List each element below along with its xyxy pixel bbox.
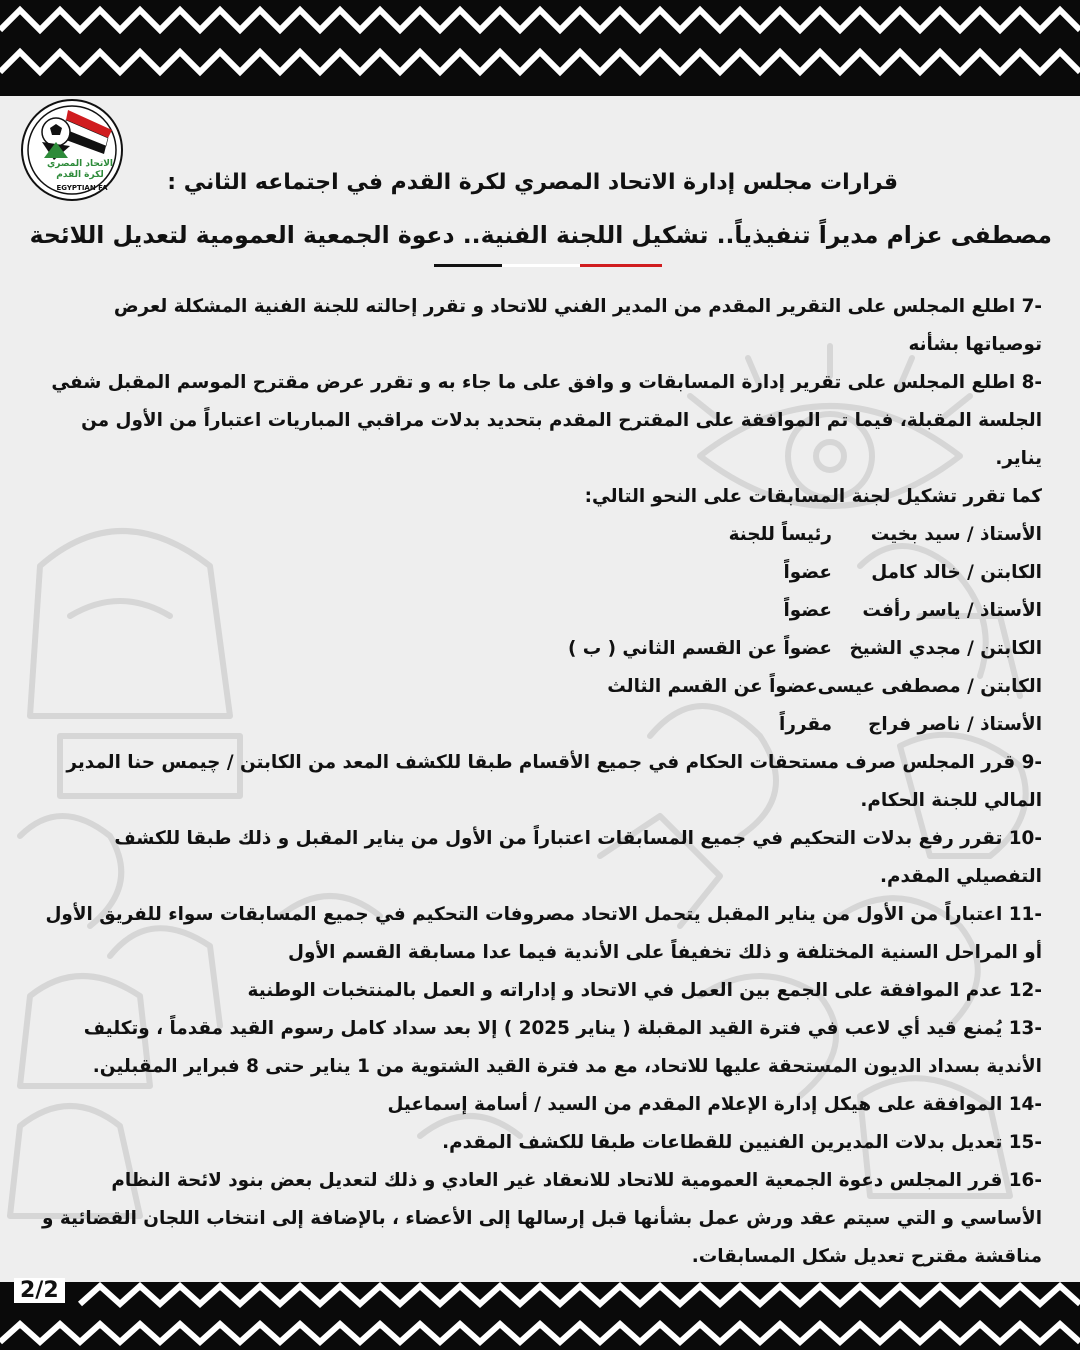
- page-title: قرارات مجلس إدارة الاتحاد المصري لكرة القدم في اجتماعه الثاني :: [167, 170, 898, 195]
- logo-text-line1: الاتحاد المصري: [47, 159, 113, 169]
- member-role: رئيساً للجنة: [728, 524, 832, 545]
- headline: مصطفى عزام مديراً تنفيذياً.. تشكيل اللجنة الفنية.. دعوة الجمعية العمومية لتعديل اللائحة: [29, 221, 1052, 249]
- decision-item-12: -12 عدم الموافقة على الجمع بين العمل في الاتحاد و إداراته و العمل بالمنتخبات الوطنية: [247, 980, 1042, 1001]
- logo-text-english: EGYPTIAN FA: [56, 184, 108, 192]
- decisions-list: [34, 288, 1042, 1276]
- logo-text-line2: لكرة القدم: [56, 170, 104, 180]
- member-name: الكابتن / مصطفى عيسى: [817, 676, 1042, 697]
- member-name: الأستاذ / سيد بخيت: [870, 524, 1042, 545]
- page-indicator: 2/2: [14, 1278, 65, 1303]
- decision-item-16: -16 قرر المجلس دعوة الجمعية العمومية للاتحاد للانعقاد غير العادي و ذلك لتعديل بعض بنود لائحة النظام الأساسي و التي سيتم عقد ورش عمل بشأنها قبل إرسالها إلى الأعضاء ، بالإضافة إلى انتخاب اللجان القضائية و مناقشة مقترح تعديل شكل المسابقات.: [42, 1170, 1042, 1267]
- decision-item-13: -13 يُمنع قيد أي لاعب في فترة القيد المقبلة ( يناير 2025 ) إلا بعد سداد كامل رسوم القيد مقدماً ، وتكليف الأندية بسداد الديون المستحقة عليها للاتحاد، مع مد فترة القيد الشتوية من 1 يناير حتى 8 فبراير المقبلين.: [83, 1018, 1042, 1077]
- flag-divider-red: [580, 264, 662, 267]
- committee-member: [34, 630, 1042, 668]
- member-role: عضواً عن القسم الثاني ( ب ): [567, 638, 832, 659]
- decision-item-8: -8 اطلع المجلس على تقرير إدارة المسابقات و وافق على ما جاء به و تقرر عرض مقترح الموسم المقبل شفي الجلسة المقبلة، فيما تم الموافقة على المقترح المقدم بتحديد بدلات مراقبي المباريات اعتباراً من الأول من يناير.: [51, 372, 1042, 469]
- member-role: مقرراً: [779, 714, 832, 735]
- member-role: عضواً عن القسم الثالث: [607, 676, 818, 697]
- decision-item-11: -11 اعتباراً من الأول من يناير المقبل يتحمل الاتحاد مصروفات التحكيم في جميع المسابقات سواء للفريق الأول أو المراحل السنية المختلفة و ذلك تخفيفاً على الأندية فيما عدا مسابقة القسم الأول: [45, 904, 1042, 963]
- member-name: الأستاذ / ناصر فراج: [868, 714, 1042, 735]
- decision-item-15: -15 تعديل بدلات المديرين الفنيين للقطاعات طبقا للكشف المقدم.: [442, 1132, 1042, 1153]
- decision-item-14: -14 الموافقة على هيكل إدارة الإعلام المقدم من السيد / أسامة إسماعيل: [387, 1094, 1042, 1115]
- member-name: الأستاذ / ياسر رأفت: [862, 600, 1042, 621]
- egyptian-fa-logo: [20, 98, 124, 202]
- committee-member: [34, 668, 1042, 706]
- committee-member: [34, 554, 1042, 592]
- top-zigzag-band: [0, 0, 1080, 96]
- member-role: عضواً: [783, 562, 832, 583]
- committee-member: [34, 516, 1042, 554]
- committee-member: [34, 592, 1042, 630]
- decision-item-9: -9 قرر المجلس صرف مستحقات الحكام في جميع الأقسام طبقا للكشف المعد من الكابتن / چيمس حنا المدير المالي للجنة الحكام.: [66, 752, 1042, 811]
- flag-divider-white: [502, 264, 580, 267]
- bottom-zigzag-band: [0, 1282, 1080, 1350]
- committee-member: [34, 706, 1042, 744]
- flag-divider-black: [434, 264, 502, 267]
- member-name: الكابتن / خالد كامل: [871, 562, 1042, 583]
- member-name: الكابتن / مجدي الشيخ: [849, 638, 1042, 659]
- decision-item-10: -10 تقرر رفع بدلات التحكيم في جميع المسابقات اعتباراً من الأول من يناير المقبل و ذلك طبقا للكشف التفصيلي المقدم.: [114, 828, 1042, 887]
- decision-item-7: -7 اطلع المجلس على التقرير المقدم من المدير الفني للاتحاد و تقرر إحالته للجنة الفنية المشكلة لعرض توصياتها بشأنه: [113, 296, 1042, 355]
- member-role: عضواً: [783, 600, 832, 621]
- committee-intro: كما تقرر تشكيل لجنة المسابقات على النحو التالي:: [584, 486, 1042, 507]
